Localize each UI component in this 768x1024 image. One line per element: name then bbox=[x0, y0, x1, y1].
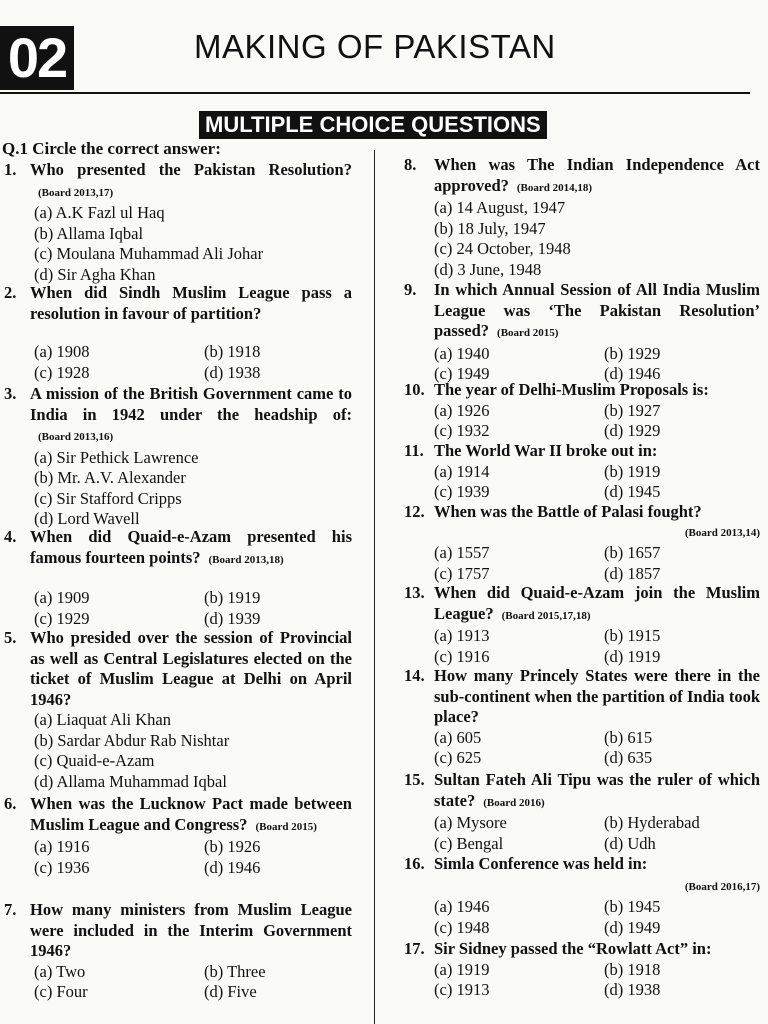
question-9 bbox=[404, 280, 760, 385]
question-14 bbox=[404, 666, 760, 769]
option[interactable]: (b) Sardar Abdur Rab Nishtar bbox=[34, 730, 230, 750]
question-stem: The World War II broke out in: bbox=[434, 441, 658, 460]
option[interactable]: (b) 1918 bbox=[204, 342, 261, 361]
options-grid bbox=[4, 837, 352, 878]
option[interactable]: (b) Three bbox=[204, 961, 266, 981]
question-stem: Simla Conference was held in: bbox=[434, 854, 648, 873]
question-number: 11. bbox=[404, 441, 424, 460]
board-reference: (Board 2015) bbox=[497, 327, 559, 339]
question-number: 5. bbox=[4, 628, 17, 647]
question-6 bbox=[4, 794, 352, 878]
board-reference: (Board 2014,18) bbox=[516, 181, 593, 194]
option[interactable]: (a) Mysore bbox=[434, 813, 507, 832]
option[interactable]: (c) 1948 bbox=[434, 917, 490, 937]
option[interactable]: (c) 1939 bbox=[434, 482, 490, 501]
question-stem: The year of Delhi-Muslim Proposals is: bbox=[434, 380, 709, 399]
option[interactable]: (a) 1909 bbox=[34, 588, 90, 607]
board-reference: (Board 2013,17) bbox=[38, 186, 114, 199]
option[interactable]: (d) 3 June, 1948 bbox=[434, 259, 542, 279]
option[interactable]: (c) Quaid-e-Azam bbox=[34, 751, 155, 770]
question-stem: A mission of the British Government came to India in 1942 under the headship of: bbox=[30, 384, 352, 424]
option[interactable]: (a) 1908 bbox=[34, 342, 90, 361]
question-stem: How many ministers from Muslim League were included in the Interim Government 1946? bbox=[30, 900, 352, 960]
option[interactable]: (c) 1932 bbox=[434, 421, 490, 440]
options-grid bbox=[404, 897, 760, 938]
question-stem: When was the Lucknow Pact made between Muslim League and Congress? bbox=[30, 794, 352, 834]
question-number: 13. bbox=[404, 583, 425, 602]
option[interactable]: (a) 1940 bbox=[434, 343, 490, 363]
question-11 bbox=[404, 441, 760, 503]
option[interactable]: (c) 1936 bbox=[34, 857, 90, 877]
question-stem: Who presented the Pakistan Resolution? bbox=[30, 160, 352, 179]
question-number: 17. bbox=[404, 939, 425, 958]
options-grid bbox=[404, 462, 760, 503]
options-grid bbox=[4, 962, 352, 1003]
question-17 bbox=[404, 939, 760, 1001]
option[interactable]: (b) 1657 bbox=[604, 543, 661, 562]
option[interactable]: (b) 1918 bbox=[604, 959, 661, 979]
option[interactable]: (a) 1926 bbox=[434, 400, 490, 420]
option[interactable]: (d) Allama Muhammad Iqbal bbox=[34, 771, 227, 791]
option[interactable]: (c) Four bbox=[34, 982, 88, 1001]
question-stem: Sir Sidney passed the “Rowlatt Act” in: bbox=[434, 939, 712, 958]
instruction-text: Q.1 Circle the correct answer: bbox=[2, 139, 221, 158]
option[interactable]: (c) 24 October, 1948 bbox=[434, 239, 571, 258]
header-divider bbox=[0, 92, 750, 94]
question-number: 6. bbox=[4, 794, 17, 813]
options-grid bbox=[404, 728, 760, 769]
question-8 bbox=[404, 155, 760, 280]
option[interactable]: (a) Two bbox=[34, 961, 86, 981]
question-number: 12. bbox=[404, 502, 425, 521]
option[interactable]: (d) 1945 bbox=[604, 482, 661, 501]
option[interactable]: (a) 1913 bbox=[434, 626, 490, 645]
option[interactable]: (d) 1938 bbox=[204, 362, 261, 382]
question-number: 4. bbox=[4, 527, 17, 546]
option[interactable]: (a) 605 bbox=[434, 727, 482, 747]
option[interactable]: (c) Bengal bbox=[434, 833, 504, 853]
question-5 bbox=[4, 628, 352, 792]
section-banner: MULTIPLE CHOICE QUESTIONS bbox=[199, 111, 547, 139]
question-15 bbox=[404, 770, 760, 854]
option[interactable]: (c) 1913 bbox=[434, 980, 490, 999]
option[interactable]: (d) Lord Wavell bbox=[34, 509, 140, 528]
question-stem: When did Quaid-e-Azam join the Muslim League? bbox=[434, 583, 760, 623]
board-reference: (Board 2015,17,18) bbox=[501, 609, 591, 622]
question-number: 9. bbox=[404, 280, 417, 299]
options-grid bbox=[4, 342, 352, 383]
option[interactable]: (b) 1929 bbox=[604, 343, 661, 363]
question-number: 2. bbox=[4, 283, 17, 302]
options-grid bbox=[404, 543, 760, 584]
option[interactable]: (d) 1919 bbox=[604, 646, 661, 666]
board-reference: (Board 2013,16) bbox=[38, 431, 114, 443]
board-reference: (Board 2016) bbox=[483, 796, 545, 809]
option[interactable]: (c) Sir Stafford Cripps bbox=[34, 488, 182, 508]
question-number: 10. bbox=[404, 380, 425, 399]
option[interactable]: (d) 1946 bbox=[604, 364, 661, 383]
question-10 bbox=[404, 380, 760, 442]
option[interactable]: (b) 1919 bbox=[604, 461, 661, 481]
question-13 bbox=[404, 583, 760, 667]
option[interactable]: (d) 635 bbox=[604, 748, 653, 767]
question-number: 3. bbox=[4, 384, 17, 403]
question-1 bbox=[4, 160, 352, 285]
option[interactable]: (d) Five bbox=[204, 982, 257, 1001]
question-stem: How many Princely States were there in the sub-continent when the partition of India took place? bbox=[434, 666, 760, 726]
option[interactable]: (b) 1915 bbox=[604, 626, 661, 645]
option[interactable]: (a) 1557 bbox=[434, 543, 490, 562]
option[interactable]: (a) 1916 bbox=[34, 837, 90, 856]
question-number: 16. bbox=[404, 854, 425, 873]
option[interactable]: (a) 14 August, 1947 bbox=[434, 198, 566, 217]
option[interactable]: (d) Sir Agha Khan bbox=[34, 264, 156, 284]
question-12 bbox=[404, 502, 760, 584]
question-stem: When was the Battle of Palasi fought? bbox=[434, 502, 702, 521]
board-reference: (Board 2015) bbox=[255, 820, 317, 833]
option[interactable]: (d) 1939 bbox=[204, 608, 261, 628]
option[interactable]: (d) 1949 bbox=[604, 917, 661, 937]
option[interactable]: (c) 1929 bbox=[34, 608, 90, 628]
options-grid bbox=[404, 813, 760, 854]
question-number: 15. bbox=[404, 770, 425, 789]
option[interactable]: (b) 1927 bbox=[604, 400, 661, 420]
option[interactable]: (a) 1919 bbox=[434, 959, 490, 979]
option[interactable]: (a) Liaquat Ali Khan bbox=[34, 710, 171, 729]
option[interactable]: (a) Sir Pethick Lawrence bbox=[34, 447, 199, 467]
question-stem: In which Annual Session of All India Muslim League was ‘The Pakistan Resolution’ passed? bbox=[434, 280, 760, 340]
option[interactable]: (c) 1949 bbox=[434, 364, 490, 383]
option[interactable]: (b) 1926 bbox=[204, 837, 261, 856]
column-divider bbox=[374, 150, 375, 1024]
option[interactable]: (b) 1919 bbox=[204, 588, 261, 607]
board-reference: (Board 2013,14) bbox=[684, 526, 760, 539]
question-7 bbox=[4, 900, 352, 1003]
options-grid bbox=[4, 588, 352, 629]
question-stem: Who presided over the session of Provincial as well as Central Legislatures elected on the ticket of Muslim League at Delhi on April 1946? bbox=[30, 628, 352, 709]
option[interactable]: (d) 1929 bbox=[604, 421, 661, 440]
option[interactable]: (b) 615 bbox=[604, 727, 653, 747]
option[interactable]: (c) 1757 bbox=[434, 563, 490, 583]
options-grid bbox=[404, 960, 760, 1001]
question-stem: Sultan Fateh Ali Tipu was the ruler of which state? bbox=[434, 770, 760, 810]
option[interactable]: (a) 1914 bbox=[434, 461, 490, 481]
option[interactable]: (b) Mr. A.V. Alexander bbox=[34, 468, 186, 487]
question-number: 1. bbox=[4, 160, 17, 179]
option[interactable]: (c) Moulana Muhammad Ali Johar bbox=[34, 244, 264, 263]
options-grid bbox=[404, 626, 760, 667]
question-4 bbox=[4, 527, 352, 629]
question-number: 7. bbox=[4, 900, 17, 919]
option[interactable]: (b) Hyderabad bbox=[604, 813, 700, 832]
option[interactable]: (d) 1938 bbox=[604, 980, 661, 999]
option[interactable]: (d) 1857 bbox=[604, 563, 661, 583]
option[interactable]: (d) Udh bbox=[604, 833, 656, 853]
option[interactable]: (a) A.K Fazl ul Haq bbox=[34, 203, 165, 222]
board-reference: (Board 2016,17) bbox=[684, 880, 760, 893]
option[interactable]: (a) 1946 bbox=[434, 897, 490, 916]
question-3 bbox=[4, 384, 352, 530]
question-2 bbox=[4, 283, 352, 383]
option[interactable]: (b) Allama Iqbal bbox=[34, 223, 144, 243]
question-stem: When was The Indian Independence Act approved? bbox=[434, 155, 760, 195]
option[interactable]: (c) 1928 bbox=[34, 362, 90, 382]
option[interactable]: (b) 18 July, 1947 bbox=[434, 218, 546, 238]
option[interactable]: (b) 1945 bbox=[604, 897, 661, 916]
option[interactable]: (c) 625 bbox=[434, 748, 482, 767]
question-16 bbox=[404, 854, 760, 938]
question-number: 8. bbox=[404, 155, 417, 174]
question-stem: When did Sindh Muslim League pass a resolution in favour of partition? bbox=[30, 283, 352, 323]
question-stem: When did Quaid-e-Azam presented his famous fourteen points? bbox=[30, 527, 352, 567]
question-number: 14. bbox=[404, 666, 425, 685]
board-reference: (Board 2013,18) bbox=[208, 553, 284, 566]
option[interactable]: (c) 1916 bbox=[434, 646, 490, 666]
chapter-title: MAKING OF PAKISTAN bbox=[194, 28, 556, 65]
options-grid bbox=[404, 344, 760, 385]
option[interactable]: (d) 1946 bbox=[204, 857, 261, 877]
chapter-number-badge: 02 bbox=[0, 26, 74, 90]
options-grid bbox=[404, 401, 760, 442]
